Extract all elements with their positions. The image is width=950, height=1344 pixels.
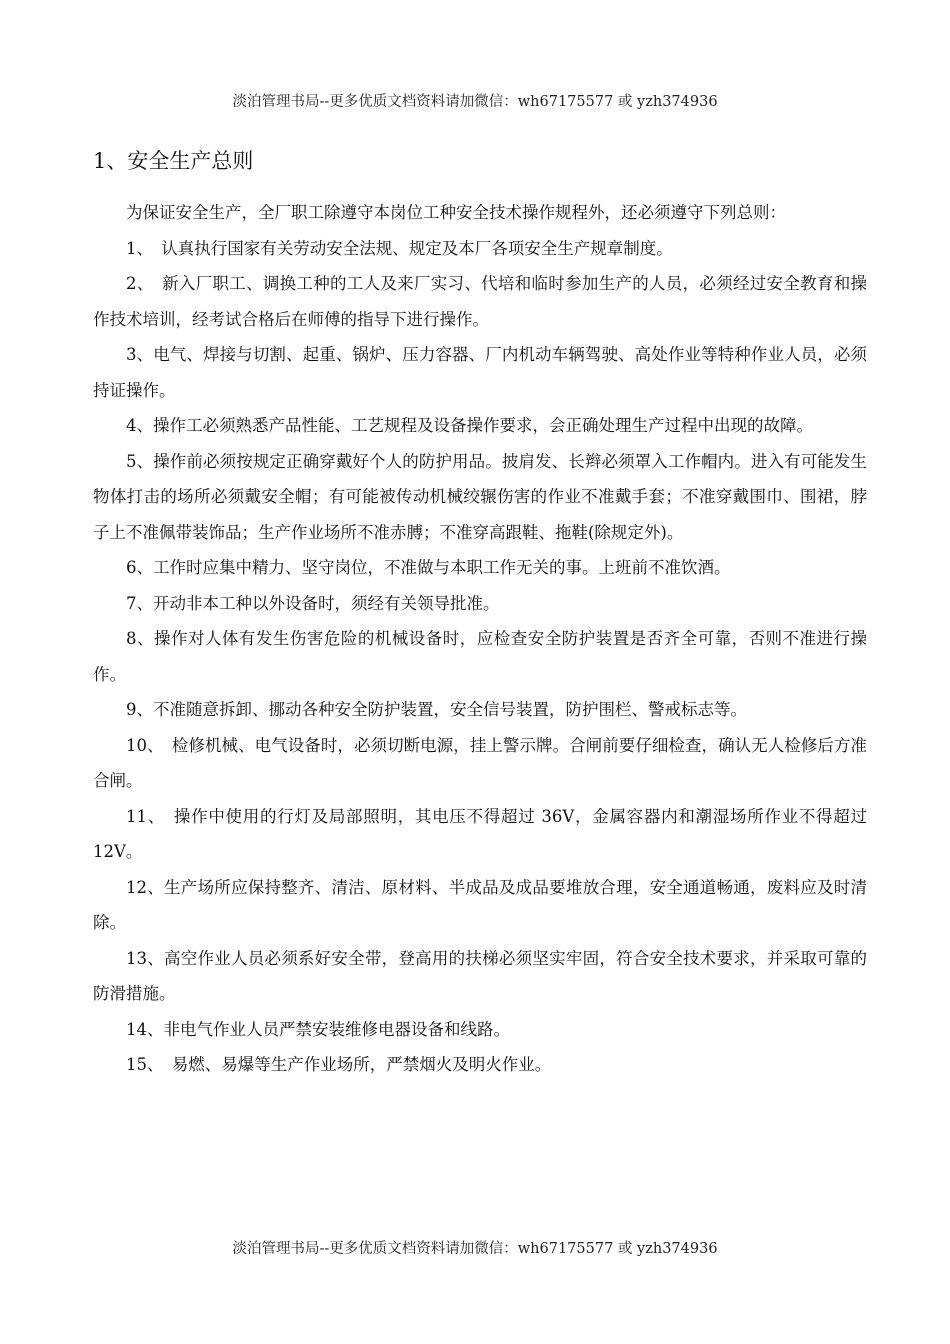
rule-item-14: 14、非电气作业人员严禁安装维修电器设备和线路。 xyxy=(126,1019,510,1039)
rule-item-3: 3、电气、焊接与切割、起重、锅炉、压力容器、厂内机动车辆驾驶、高处作业等特种作业人员，必须持证操作。 xyxy=(93,345,867,400)
rule-item-13: 13、高空作业人员必须系好安全带，登高用的扶梯必须坚实牢固，符合安全技术要求，并采取可靠的防滑措施。 xyxy=(93,948,867,1003)
section-title: 1、安全生产总则 xyxy=(93,149,254,173)
rule-item-12: 12、生产场所应保持整齐、清洁、原材料、半成品及成品要堆放合理，安全通道畅通，废料应及时清除。 xyxy=(93,877,867,932)
rule-item-11: 11、 操作中使用的行灯及局部照明，其电压不得超过 36V，金属容器内和潮湿场所作业不得超过 12V。 xyxy=(93,806,867,861)
document-body xyxy=(93,195,867,1083)
rule-item-15: 15、 易燃、易爆等生产作业场所，严禁烟火及明火作业。 xyxy=(126,1055,552,1074)
rule-item-4: 4、操作工必须熟悉产品性能、工艺规程及设备操作要求，会正确处理生产过程中出现的故障。 xyxy=(126,416,813,435)
page-footer: 淡泊管理书局--更多优质文档资料请加微信：wh67175577 或 yzh374936 xyxy=(232,1241,718,1257)
rule-item-5: 5、操作前必须按规定正确穿戴好个人的防护用品。披肩发、长辫必须罩入工作帽内。进入有可能发生物体打击的场所必须戴安全帽；有可能被传动机械绞辗伤害的作业不准戴手套；不准穿戴围巾、围裙，脖子上不准佩带装饰品；生产作业场所不准赤膊；不准穿高跟鞋、拖鞋(除规定外)。 xyxy=(93,451,867,542)
rule-item-10: 10、 检修机械、电气设备时，必须切断电源，挂上警示牌。合闸前要仔细检查，确认无人检修后方准合闸。 xyxy=(93,735,867,790)
rule-item-7: 7、开动非本工种以外设备时，须经有关领导批准。 xyxy=(126,593,500,613)
rule-item-9: 9、不准随意拆卸、挪动各种安全防护装置，安全信号装置，防护围栏、警戒标志等。 xyxy=(126,700,747,719)
intro-paragraph: 为保证安全生产，全厂职工除遵守本岗位工种安全技术操作规程外，还必须遵守下列总则： xyxy=(126,203,786,222)
rule-item-1: 1、 认真执行国家有关劳动安全法规、规定及本厂各项安全生产规章制度。 xyxy=(126,238,673,258)
rule-item-2: 2、 新入厂职工、调换工种的工人及来厂实习、代培和临时参加生产的人员，必须经过安全教育和操作技术培训，经考试合格后在师傅的指导下进行操作。 xyxy=(93,274,867,329)
page-header: 淡泊管理书局--更多优质文档资料请加微信：wh67175577 或 yzh374936 xyxy=(232,94,718,110)
rule-item-6: 6、工作时应集中精力、坚守岗位，不准做与本职工作无关的事。上班前不准饮酒。 xyxy=(126,558,731,577)
rule-item-8: 8、操作对人体有发生伤害危险的机械设备时，应检查安全防护装置是否齐全可靠，否则不准进行操作。 xyxy=(93,629,867,684)
